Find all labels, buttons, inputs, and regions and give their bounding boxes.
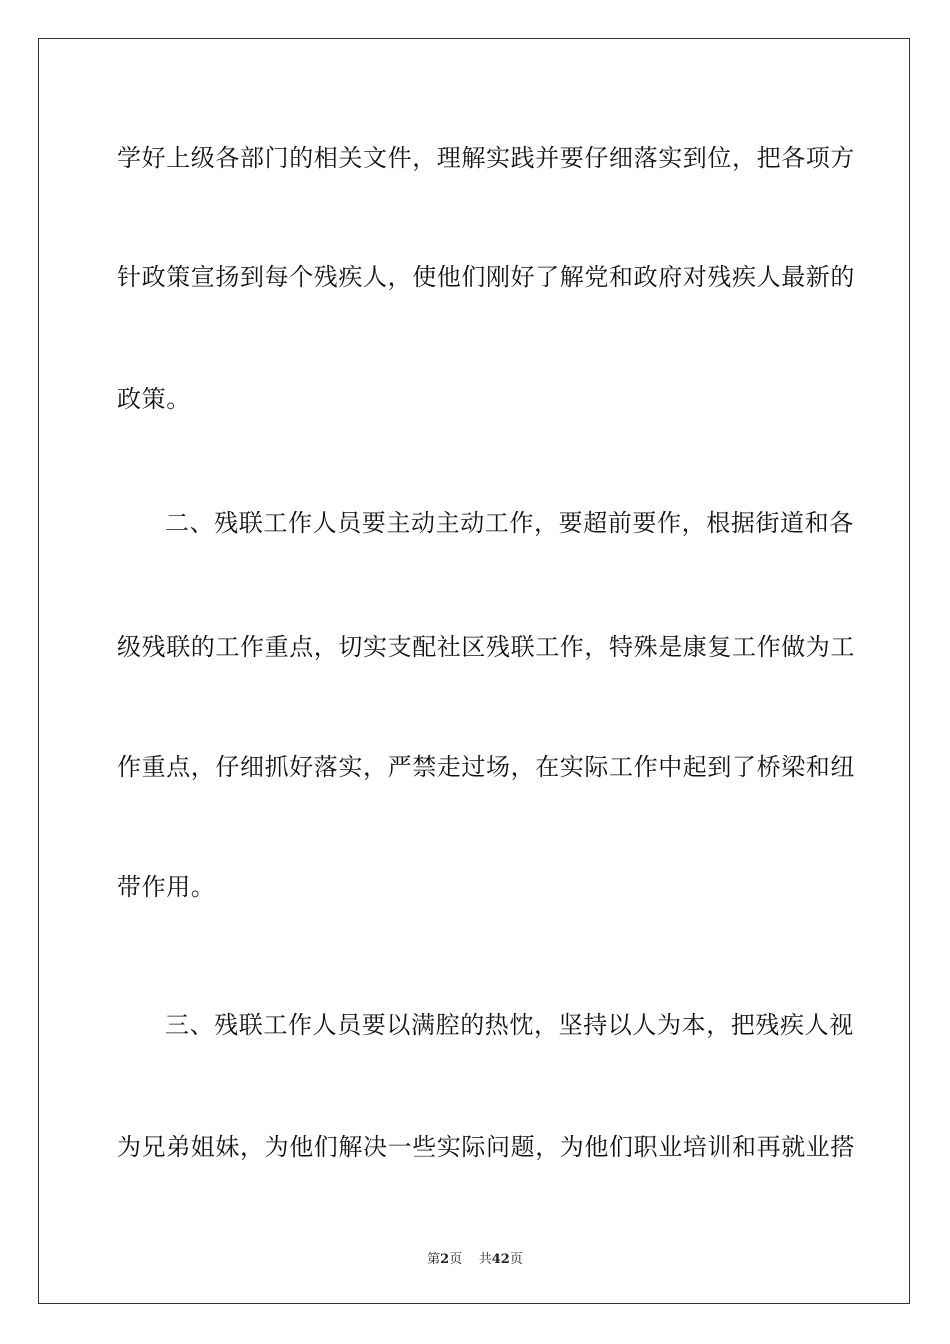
page-number-prefix: 第 xyxy=(427,1252,441,1267)
paragraph-line: 学好上级各部门的相关文件，理解实践并要仔细落实到位，把各项方 xyxy=(117,144,855,172)
paragraph-line: 二、残联工作人员要主动主动工作，要超前要作，根据街道和各 xyxy=(165,509,854,537)
current-page-number: 2 xyxy=(440,1252,450,1267)
total-pages-number: 42 xyxy=(491,1252,510,1267)
paragraph-line: 针政策宣扬到每个残疾人，使他们刚好了解党和政府对残疾人最新的 xyxy=(117,263,855,291)
paragraph-line: 三、残联工作人员要以满腔的热忱，坚持以人为本，把残疾人视 xyxy=(165,1011,854,1039)
page-border xyxy=(38,38,910,1304)
total-pages-prefix: 共 xyxy=(478,1252,492,1267)
paragraph-line: 级残联的工作重点，切实支配社区残联工作，特殊是康复工作做为工 xyxy=(117,633,855,661)
total-pages-suffix: 页 xyxy=(509,1252,523,1267)
paragraph-line: 带作用。 xyxy=(117,873,216,901)
page-footer xyxy=(0,1248,950,1267)
page-number-suffix: 页 xyxy=(449,1252,463,1267)
paragraph-line: 为兄弟姐妹，为他们解决一些实际问题，为他们职业培训和再就业搭 xyxy=(117,1133,855,1161)
paragraph-line: 政策。 xyxy=(117,385,191,413)
paragraph-line: 作重点，仔细抓好落实，严禁走过场，在实际工作中起到了桥梁和纽 xyxy=(117,753,855,781)
